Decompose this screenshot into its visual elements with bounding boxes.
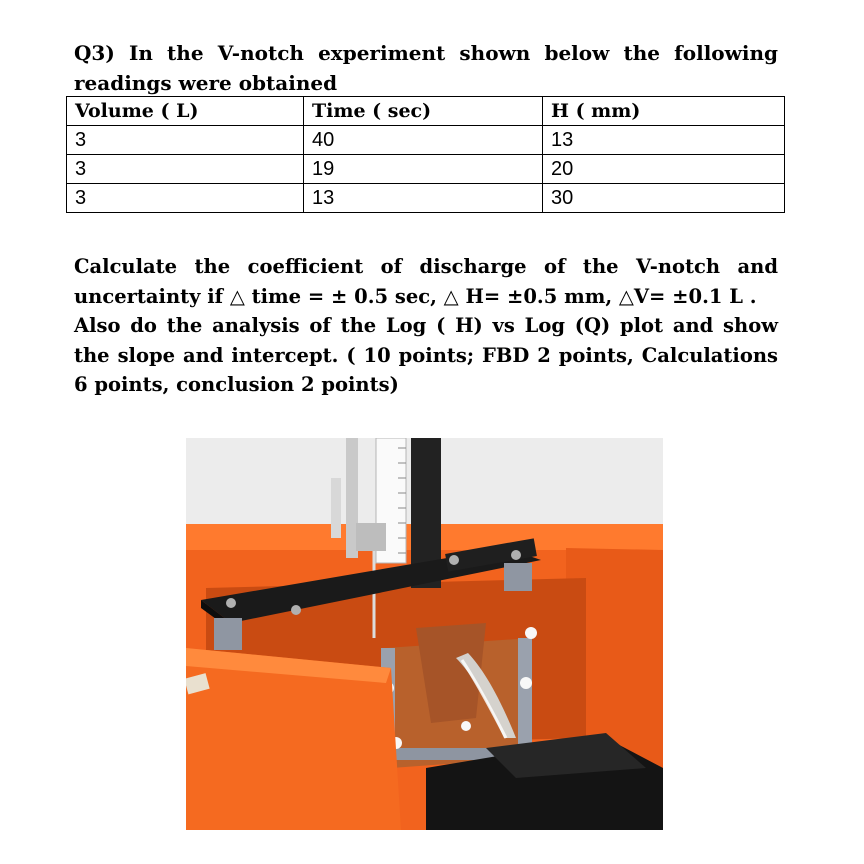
cell-time: 13 [304, 184, 543, 213]
cell-time: 19 [304, 155, 543, 184]
cell-volume: 3 [67, 126, 304, 155]
question-instructions: Calculate the coefficient of discharge of the V-notch and uncertainty if △ time = ± 0.5 sec, △ H= ±0.5 mm, △V= ±0.1 L . [74, 255, 778, 308]
cell-h: 30 [543, 184, 785, 213]
question-title: Q3) In the V-notch experiment shown below the following readings were obtained [74, 41, 778, 95]
question-body [74, 252, 778, 400]
cell-h: 13 [543, 126, 785, 155]
cell-volume: 3 [67, 155, 304, 184]
header-time: Time ( sec) [304, 97, 543, 126]
v-notch-photo [186, 438, 663, 830]
cell-time: 40 [304, 126, 543, 155]
cell-volume: 3 [67, 184, 304, 213]
table-header-row [67, 97, 785, 126]
cell-h: 20 [543, 155, 785, 184]
table-row [67, 155, 785, 184]
readings-table [66, 96, 785, 213]
header-h: H ( mm) [543, 97, 785, 126]
table-row [67, 184, 785, 213]
table-row [67, 126, 785, 155]
question-analysis: Also do the analysis of the Log ( H) vs Log (Q) plot and show the slope and intercept. ( 10 points; FBD 2 points, Calculations 6 points, conclusion 2 points) [74, 314, 778, 396]
header-volume: Volume ( L) [67, 97, 304, 126]
